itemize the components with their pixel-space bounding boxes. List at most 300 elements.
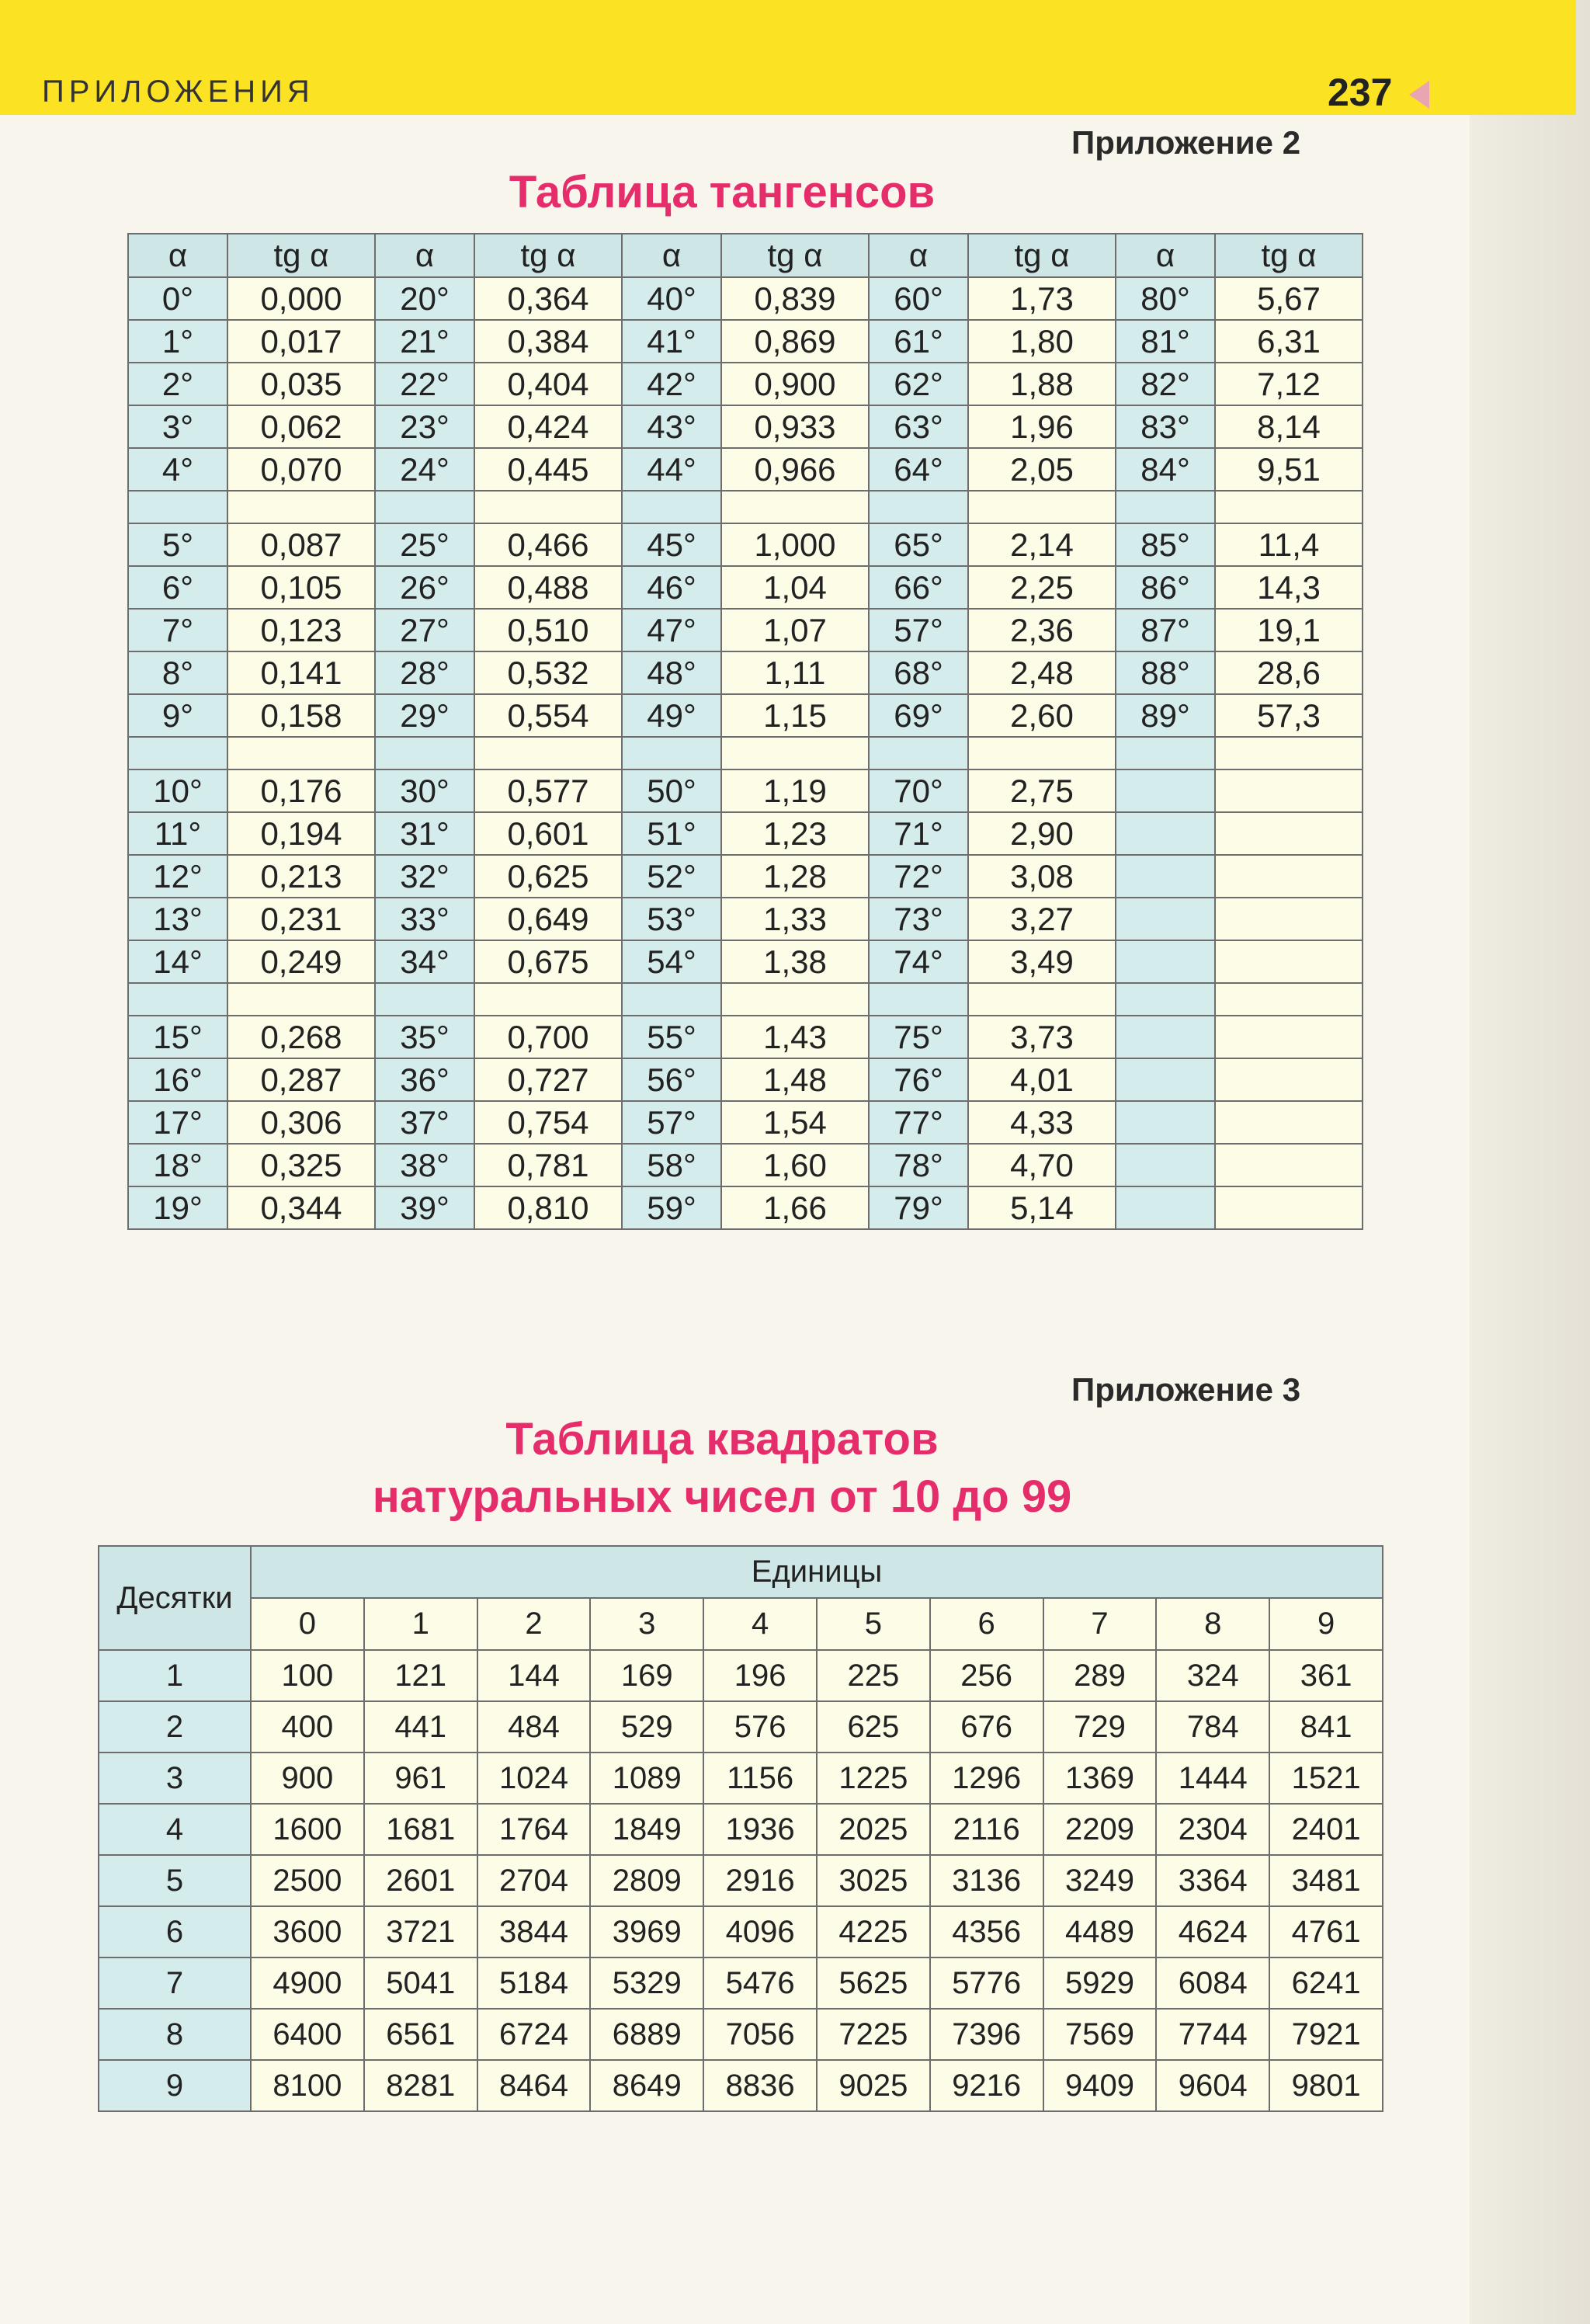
square-value-cell: 2809 xyxy=(590,1855,703,1906)
angle-cell xyxy=(1116,1101,1215,1144)
tangent-cell: 0,869 xyxy=(721,320,869,363)
square-value-cell: 6241 xyxy=(1269,1958,1383,2009)
unit-header-cell: 7 xyxy=(1043,1598,1157,1650)
table-row xyxy=(99,1753,1383,1804)
angle-cell: 21° xyxy=(375,320,474,363)
tangent-cell xyxy=(1215,898,1363,940)
empty-cell xyxy=(721,491,869,523)
tens-cell: 8 xyxy=(99,2009,251,2060)
square-value-cell: 2116 xyxy=(930,1804,1043,1855)
tangent-cell: 3,49 xyxy=(968,940,1116,983)
square-value-cell: 400 xyxy=(251,1701,364,1753)
square-value-cell: 841 xyxy=(1269,1701,1383,1753)
angle-cell: 77° xyxy=(869,1101,968,1144)
table-row xyxy=(99,1701,1383,1753)
tangent-cell xyxy=(1215,1186,1363,1229)
tangent-cell: 5,14 xyxy=(968,1186,1116,1229)
angle-cell: 58° xyxy=(622,1144,721,1186)
empty-cell xyxy=(375,491,474,523)
tangent-cell: 1,33 xyxy=(721,898,869,940)
units-header-row xyxy=(99,1598,1383,1650)
tangent-cell: 0,062 xyxy=(227,405,375,448)
square-value-cell: 1600 xyxy=(251,1804,364,1855)
empty-cell xyxy=(869,737,968,769)
tangent-cell: 9,51 xyxy=(1215,448,1363,491)
header-tg-alpha: tg α xyxy=(474,234,622,277)
tangent-cell: 1,88 xyxy=(968,363,1116,405)
tangent-cell: 0,344 xyxy=(227,1186,375,1229)
empty-cell xyxy=(1215,491,1363,523)
angle-cell xyxy=(1116,1016,1215,1058)
square-value-cell: 784 xyxy=(1156,1701,1269,1753)
square-value-cell: 289 xyxy=(1043,1650,1157,1701)
empty-cell xyxy=(1215,983,1363,1016)
square-value-cell: 2209 xyxy=(1043,1804,1157,1855)
tangent-cell: 0,966 xyxy=(721,448,869,491)
square-value-cell: 676 xyxy=(930,1701,1043,1753)
tangent-cell: 2,60 xyxy=(968,694,1116,737)
squares-table-title-line2: натуральных чисел от 10 до 99 xyxy=(372,1471,1072,1522)
square-value-cell: 7396 xyxy=(930,2009,1043,2060)
angle-cell: 28° xyxy=(375,651,474,694)
square-value-cell: 961 xyxy=(364,1753,477,1804)
tens-cell: 9 xyxy=(99,2060,251,2111)
angle-cell: 57° xyxy=(622,1101,721,1144)
square-value-cell: 196 xyxy=(703,1650,817,1701)
empty-cell xyxy=(968,737,1116,769)
table-row xyxy=(128,651,1363,694)
angle-cell: 88° xyxy=(1116,651,1215,694)
tangent-table-header xyxy=(128,234,1363,277)
square-value-cell: 7056 xyxy=(703,2009,817,2060)
table-row xyxy=(128,855,1363,898)
angle-cell: 39° xyxy=(375,1186,474,1229)
square-value-cell: 6561 xyxy=(364,2009,477,2060)
tangent-cell: 1,48 xyxy=(721,1058,869,1101)
square-value-cell: 3969 xyxy=(590,1906,703,1958)
square-value-cell: 2025 xyxy=(817,1804,930,1855)
angle-cell: 75° xyxy=(869,1016,968,1058)
angle-cell xyxy=(1116,1144,1215,1186)
tangent-cell: 0,810 xyxy=(474,1186,622,1229)
empty-cell xyxy=(1215,737,1363,769)
table-row xyxy=(128,940,1363,983)
empty-cell xyxy=(227,491,375,523)
group-separator-row xyxy=(128,983,1363,1016)
tangent-cell: 28,6 xyxy=(1215,651,1363,694)
angle-cell: 40° xyxy=(622,277,721,320)
tangent-cell: 0,213 xyxy=(227,855,375,898)
angle-cell: 48° xyxy=(622,651,721,694)
angle-cell: 64° xyxy=(869,448,968,491)
square-value-cell: 1089 xyxy=(590,1753,703,1804)
angle-cell: 42° xyxy=(622,363,721,405)
square-value-cell: 7225 xyxy=(817,2009,930,2060)
angle-cell: 50° xyxy=(622,769,721,812)
square-value-cell: 1936 xyxy=(703,1804,817,1855)
table-row xyxy=(99,1855,1383,1906)
table-row xyxy=(128,523,1363,566)
empty-cell xyxy=(474,737,622,769)
angle-cell: 68° xyxy=(869,651,968,694)
tangent-cell xyxy=(1215,1144,1363,1186)
empty-cell xyxy=(622,983,721,1016)
empty-cell xyxy=(622,491,721,523)
tangent-cell: 1,07 xyxy=(721,609,869,651)
tangent-table-body xyxy=(128,277,1363,1229)
tangent-cell: 0,675 xyxy=(474,940,622,983)
table-row xyxy=(128,1101,1363,1144)
tangent-cell: 2,05 xyxy=(968,448,1116,491)
angle-cell: 38° xyxy=(375,1144,474,1186)
tangent-cell: 0,933 xyxy=(721,405,869,448)
squares-table xyxy=(98,1545,1383,2112)
square-value-cell: 9801 xyxy=(1269,2060,1383,2111)
tangent-cell xyxy=(1215,940,1363,983)
square-value-cell: 7569 xyxy=(1043,2009,1157,2060)
tens-cell: 5 xyxy=(99,1855,251,1906)
square-value-cell: 3249 xyxy=(1043,1855,1157,1906)
angle-cell: 73° xyxy=(869,898,968,940)
tens-cell: 1 xyxy=(99,1650,251,1701)
tangent-cell: 0,577 xyxy=(474,769,622,812)
angle-cell: 18° xyxy=(128,1144,227,1186)
unit-header-cell: 1 xyxy=(364,1598,477,1650)
tens-cell: 4 xyxy=(99,1804,251,1855)
angle-cell: 23° xyxy=(375,405,474,448)
table-row xyxy=(128,694,1363,737)
square-value-cell: 9409 xyxy=(1043,2060,1157,2111)
tens-cell: 7 xyxy=(99,1958,251,2009)
tangent-cell: 0,510 xyxy=(474,609,622,651)
square-value-cell: 4761 xyxy=(1269,1906,1383,1958)
tangent-cell: 0,781 xyxy=(474,1144,622,1186)
angle-cell xyxy=(1116,898,1215,940)
empty-cell xyxy=(474,983,622,1016)
angle-cell: 11° xyxy=(128,812,227,855)
angle-cell: 63° xyxy=(869,405,968,448)
empty-cell xyxy=(1116,491,1215,523)
tangent-cell: 4,70 xyxy=(968,1144,1116,1186)
table-row xyxy=(128,898,1363,940)
header-tg-alpha: tg α xyxy=(968,234,1116,277)
empty-cell xyxy=(721,983,869,1016)
square-value-cell: 8100 xyxy=(251,2060,364,2111)
angle-cell: 66° xyxy=(869,566,968,609)
empty-cell xyxy=(869,983,968,1016)
table-row xyxy=(99,1906,1383,1958)
tangent-cell: 0,087 xyxy=(227,523,375,566)
unit-header-cell: 9 xyxy=(1269,1598,1383,1650)
angle-cell: 9° xyxy=(128,694,227,737)
tangent-cell: 4,33 xyxy=(968,1101,1116,1144)
square-value-cell: 1681 xyxy=(364,1804,477,1855)
angle-cell: 52° xyxy=(622,855,721,898)
square-value-cell: 1521 xyxy=(1269,1753,1383,1804)
group-separator-row xyxy=(128,737,1363,769)
square-value-cell: 4225 xyxy=(817,1906,930,1958)
square-value-cell: 1296 xyxy=(930,1753,1043,1804)
tangent-cell: 0,649 xyxy=(474,898,622,940)
tangent-cell: 1,15 xyxy=(721,694,869,737)
angle-cell: 55° xyxy=(622,1016,721,1058)
tangent-cell xyxy=(1215,1016,1363,1058)
tangent-cell: 4,01 xyxy=(968,1058,1116,1101)
header-alpha: α xyxy=(869,234,968,277)
square-value-cell: 7921 xyxy=(1269,2009,1383,2060)
angle-cell: 2° xyxy=(128,363,227,405)
square-value-cell: 4624 xyxy=(1156,1906,1269,1958)
angle-cell: 25° xyxy=(375,523,474,566)
empty-cell xyxy=(1116,737,1215,769)
angle-cell: 32° xyxy=(375,855,474,898)
angle-cell: 61° xyxy=(869,320,968,363)
angle-cell: 6° xyxy=(128,566,227,609)
square-value-cell: 5625 xyxy=(817,1958,930,2009)
square-value-cell: 1849 xyxy=(590,1804,703,1855)
tangent-cell: 57,3 xyxy=(1215,694,1363,737)
tangent-cell: 0,306 xyxy=(227,1101,375,1144)
square-value-cell: 3481 xyxy=(1269,1855,1383,1906)
square-value-cell: 225 xyxy=(817,1650,930,1701)
tangent-cell: 5,67 xyxy=(1215,277,1363,320)
tangent-cell: 1,43 xyxy=(721,1016,869,1058)
angle-cell: 81° xyxy=(1116,320,1215,363)
angle-cell: 43° xyxy=(622,405,721,448)
header-tg-alpha: tg α xyxy=(227,234,375,277)
angle-cell: 29° xyxy=(375,694,474,737)
angle-cell: 37° xyxy=(375,1101,474,1144)
angle-cell: 12° xyxy=(128,855,227,898)
angle-cell: 53° xyxy=(622,898,721,940)
angle-cell: 79° xyxy=(869,1186,968,1229)
tangent-cell: 0,466 xyxy=(474,523,622,566)
square-value-cell: 484 xyxy=(477,1701,591,1753)
angle-cell: 69° xyxy=(869,694,968,737)
square-value-cell: 1024 xyxy=(477,1753,591,1804)
tangent-cell: 2,90 xyxy=(968,812,1116,855)
square-value-cell: 8649 xyxy=(590,2060,703,2111)
square-value-cell: 729 xyxy=(1043,1701,1157,1753)
empty-cell xyxy=(227,737,375,769)
tangent-cell: 1,80 xyxy=(968,320,1116,363)
square-value-cell: 1156 xyxy=(703,1753,817,1804)
square-value-cell: 6724 xyxy=(477,2009,591,2060)
square-value-cell: 4096 xyxy=(703,1906,817,1958)
square-value-cell: 5476 xyxy=(703,1958,817,2009)
tangent-cell: 0,158 xyxy=(227,694,375,737)
angle-cell: 0° xyxy=(128,277,227,320)
tangent-cell: 1,04 xyxy=(721,566,869,609)
header-alpha: α xyxy=(128,234,227,277)
tangent-cell: 0,194 xyxy=(227,812,375,855)
square-value-cell: 361 xyxy=(1269,1650,1383,1701)
square-value-cell: 9216 xyxy=(930,2060,1043,2111)
angle-cell xyxy=(1116,940,1215,983)
angle-cell: 71° xyxy=(869,812,968,855)
angle-cell: 85° xyxy=(1116,523,1215,566)
square-value-cell: 2704 xyxy=(477,1855,591,1906)
tangent-cell xyxy=(1215,1058,1363,1101)
tangent-cell: 0,364 xyxy=(474,277,622,320)
square-value-cell: 8464 xyxy=(477,2060,591,2111)
header-alpha: α xyxy=(375,234,474,277)
angle-cell: 1° xyxy=(128,320,227,363)
square-value-cell: 576 xyxy=(703,1701,817,1753)
angle-cell: 60° xyxy=(869,277,968,320)
table-row xyxy=(128,363,1363,405)
square-value-cell: 5929 xyxy=(1043,1958,1157,2009)
square-value-cell: 256 xyxy=(930,1650,1043,1701)
empty-cell xyxy=(721,737,869,769)
tangent-cell: 3,27 xyxy=(968,898,1116,940)
angle-cell: 27° xyxy=(375,609,474,651)
angle-cell: 34° xyxy=(375,940,474,983)
table-row xyxy=(128,1016,1363,1058)
tangent-cell: 0,105 xyxy=(227,566,375,609)
header-alpha: α xyxy=(1116,234,1215,277)
tangent-table xyxy=(127,233,1363,1230)
tangent-cell: 1,11 xyxy=(721,651,869,694)
empty-cell xyxy=(474,491,622,523)
square-value-cell: 9604 xyxy=(1156,2060,1269,2111)
empty-cell xyxy=(227,983,375,1016)
square-value-cell: 6889 xyxy=(590,2009,703,2060)
unit-header-cell: 2 xyxy=(477,1598,591,1650)
angle-cell: 3° xyxy=(128,405,227,448)
angle-cell: 19° xyxy=(128,1186,227,1229)
page-number: 237 xyxy=(1328,71,1393,114)
tangent-cell: 2,36 xyxy=(968,609,1116,651)
square-value-cell: 6084 xyxy=(1156,1958,1269,2009)
square-value-cell: 3136 xyxy=(930,1855,1043,1906)
table-row xyxy=(128,320,1363,363)
empty-cell xyxy=(375,983,474,1016)
tangent-cell: 11,4 xyxy=(1215,523,1363,566)
angle-cell: 74° xyxy=(869,940,968,983)
square-value-cell: 6400 xyxy=(251,2009,364,2060)
table-row xyxy=(128,812,1363,855)
table-row xyxy=(99,2009,1383,2060)
square-value-cell: 7744 xyxy=(1156,2009,1269,2060)
angle-cell: 57° xyxy=(869,609,968,651)
tangent-cell: 0,287 xyxy=(227,1058,375,1101)
table-row xyxy=(128,1144,1363,1186)
angle-cell: 7° xyxy=(128,609,227,651)
empty-cell xyxy=(128,737,227,769)
angle-cell: 20° xyxy=(375,277,474,320)
tangent-cell: 2,48 xyxy=(968,651,1116,694)
tangent-cell: 7,12 xyxy=(1215,363,1363,405)
table-row xyxy=(128,566,1363,609)
square-value-cell: 441 xyxy=(364,1701,477,1753)
square-value-cell: 5329 xyxy=(590,1958,703,2009)
angle-cell: 17° xyxy=(128,1101,227,1144)
tangent-cell: 6,31 xyxy=(1215,320,1363,363)
square-value-cell: 625 xyxy=(817,1701,930,1753)
square-value-cell: 4356 xyxy=(930,1906,1043,1958)
angle-cell: 83° xyxy=(1116,405,1215,448)
angle-cell: 62° xyxy=(869,363,968,405)
angle-cell: 51° xyxy=(622,812,721,855)
tangent-cell: 1,96 xyxy=(968,405,1116,448)
square-value-cell: 2500 xyxy=(251,1855,364,1906)
tangent-cell xyxy=(1215,855,1363,898)
tens-header: Десятки xyxy=(99,1546,251,1650)
tangent-cell: 0,176 xyxy=(227,769,375,812)
group-separator-row xyxy=(128,491,1363,523)
angle-cell: 72° xyxy=(869,855,968,898)
angle-cell: 30° xyxy=(375,769,474,812)
square-value-cell: 144 xyxy=(477,1650,591,1701)
header-tg-alpha: tg α xyxy=(721,234,869,277)
table-row xyxy=(99,1650,1383,1701)
header-tg-alpha: tg α xyxy=(1215,234,1363,277)
square-value-cell: 1764 xyxy=(477,1804,591,1855)
angle-cell: 22° xyxy=(375,363,474,405)
table-row xyxy=(128,277,1363,320)
angle-cell xyxy=(1116,812,1215,855)
table-row xyxy=(128,609,1363,651)
tangent-cell: 0,601 xyxy=(474,812,622,855)
angle-cell xyxy=(1116,1186,1215,1229)
table-row xyxy=(128,448,1363,491)
angle-cell: 78° xyxy=(869,1144,968,1186)
angle-cell: 70° xyxy=(869,769,968,812)
tangent-cell: 0,424 xyxy=(474,405,622,448)
angle-cell: 14° xyxy=(128,940,227,983)
square-value-cell: 5776 xyxy=(930,1958,1043,2009)
tangent-cell: 0,123 xyxy=(227,609,375,651)
square-value-cell: 2601 xyxy=(364,1855,477,1906)
page-marker-icon xyxy=(1409,81,1429,109)
tangent-cell xyxy=(1215,769,1363,812)
tangent-cell: 1,000 xyxy=(721,523,869,566)
tangent-cell: 1,23 xyxy=(721,812,869,855)
angle-cell: 10° xyxy=(128,769,227,812)
angle-cell: 35° xyxy=(375,1016,474,1058)
tens-cell: 3 xyxy=(99,1753,251,1804)
square-value-cell: 8836 xyxy=(703,2060,817,2111)
page-edge xyxy=(1470,0,1590,2324)
angle-cell: 59° xyxy=(622,1186,721,1229)
angle-cell: 41° xyxy=(622,320,721,363)
tangent-cell: 2,25 xyxy=(968,566,1116,609)
tangent-cell: 0,035 xyxy=(227,363,375,405)
angle-cell: 5° xyxy=(128,523,227,566)
angle-cell: 54° xyxy=(622,940,721,983)
angle-cell: 16° xyxy=(128,1058,227,1101)
square-value-cell: 8281 xyxy=(364,2060,477,2111)
tangent-cell: 0,000 xyxy=(227,277,375,320)
table-row xyxy=(128,1058,1363,1101)
unit-header-cell: 3 xyxy=(590,1598,703,1650)
tangent-cell: 19,1 xyxy=(1215,609,1363,651)
square-value-cell: 324 xyxy=(1156,1650,1269,1701)
tangent-cell: 0,404 xyxy=(474,363,622,405)
angle-cell: 45° xyxy=(622,523,721,566)
tangent-cell xyxy=(1215,1101,1363,1144)
table-row xyxy=(128,405,1363,448)
square-value-cell: 3025 xyxy=(817,1855,930,1906)
empty-cell xyxy=(968,983,1116,1016)
square-value-cell: 1225 xyxy=(817,1753,930,1804)
angle-cell: 80° xyxy=(1116,277,1215,320)
tangent-cell: 1,66 xyxy=(721,1186,869,1229)
angle-cell: 65° xyxy=(869,523,968,566)
empty-cell xyxy=(1116,983,1215,1016)
tangent-cell: 0,900 xyxy=(721,363,869,405)
